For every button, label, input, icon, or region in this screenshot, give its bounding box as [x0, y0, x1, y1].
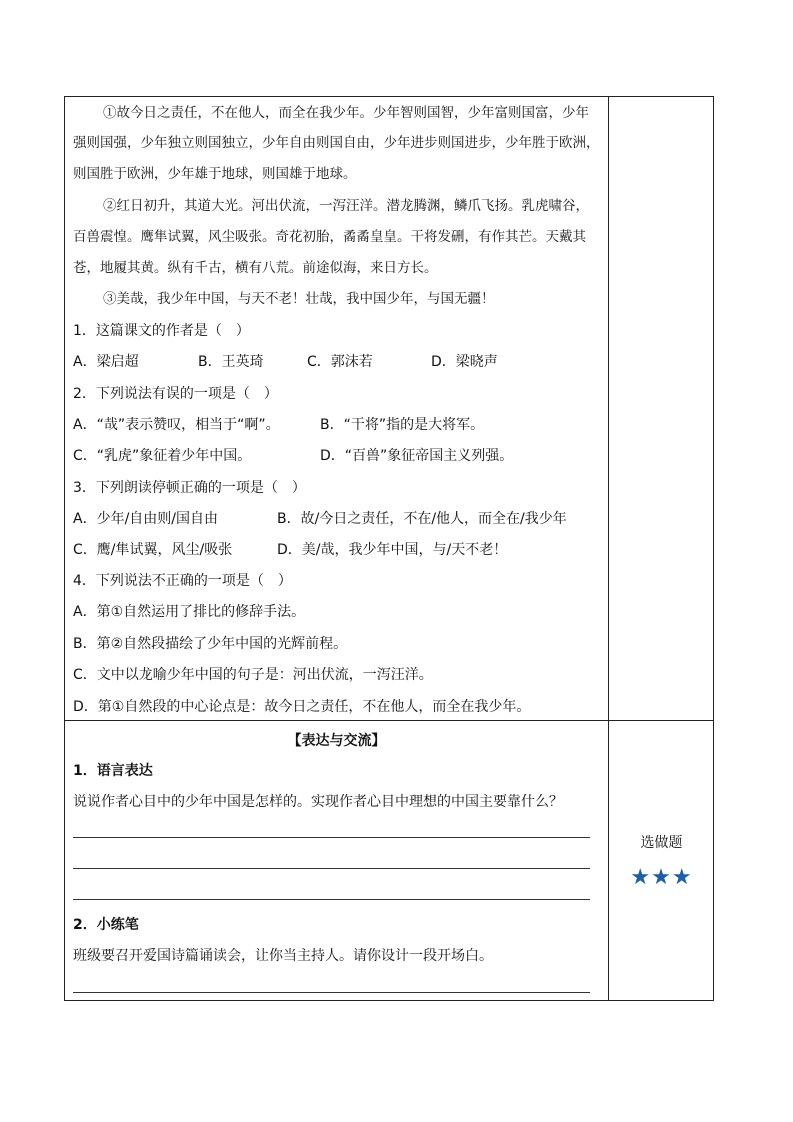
passage-p1-line2: 强则国强，少年独立则国独立，少年自由则国自由，少年进步则国进步，少年胜于欧洲， — [73, 135, 600, 151]
question-1-option-a: A．梁启超 — [73, 354, 139, 370]
part2-title: 2．小练笔 — [73, 917, 139, 933]
question-4-option-b: B．第②自然段描绘了少年中国的光辉前程。 — [73, 636, 348, 652]
passage-p1-line3: 则国胜于欧洲，少年雄于地球，则国雄于地球。 — [73, 166, 357, 182]
question-2-option-d: D．“百兽”象征帝国主义列强。 — [320, 448, 514, 464]
question-1-stem: 1．这篇课文的作者是（ ） — [73, 323, 250, 339]
optional-label: 选做题 — [640, 835, 683, 851]
question-3-option-c: C．鹰/隼试翼，风尘/吸张 — [73, 542, 233, 558]
question-4-option-d: D．第①自然段的中心论点是：故今日之责任，不在他人，而全在我少年。 — [73, 699, 531, 715]
row-divider — [65, 720, 713, 721]
part2-prompt: 班级要召开爱国诗篇诵读会，让你当主持人。请你设计一段开场白。 — [73, 948, 493, 964]
question-4-option-a: A．第①自然运用了排比的修辞手法。 — [73, 604, 306, 620]
exercise-table — [64, 96, 714, 1001]
answer-line-2[interactable] — [73, 868, 590, 869]
passage-p2-line3: 苍，地履其黄。纵有千古，横有八荒。前途似海，来日方长。 — [73, 260, 438, 276]
passage-p1-line1: ①故今日之责任，不在他人，而全在我少年。少年智则国智，少年富则国富，少年 — [103, 105, 589, 121]
question-4-stem: 4．下列说法不正确的一项是（ ） — [73, 573, 292, 589]
question-1-option-c: C．郭沫若 — [307, 354, 373, 370]
question-2-stem: 2．下列说法有误的一项是（ ） — [73, 386, 278, 402]
part1-title: 1．语言表达 — [73, 763, 153, 779]
passage-p3: ③美哉，我少年中国，与天不老！壮哉，我中国少年，与国无疆！ — [103, 291, 495, 307]
passage-p2-line1: ②红日初升，其道大光。河出伏流，一泻汪洋。潜龙腾渊，鳞爪飞扬。乳虎啸谷， — [103, 198, 589, 214]
question-2-option-a: A．“哉”表示赞叹，相当于“啊”。 — [73, 417, 280, 433]
question-3-stem: 3．下列朗读停顿正确的一项是（ ） — [73, 480, 306, 496]
question-4-option-c: C．文中以龙喻少年中国的句子是：河出伏流，一泻汪洋。 — [73, 667, 433, 683]
question-2-option-b: B．“干将”指的是大将军。 — [320, 417, 485, 433]
question-2-option-c: C．“乳虎”象征着少年中国。 — [73, 448, 252, 464]
passage-p2-line2: 百兽震惶。鹰隼试翼，风尘吸张。奇花初胎，矞矞皇皇。干将发硎，有作其芒。天戴其 — [73, 229, 586, 245]
section-title: 【表达与交流】 — [287, 733, 386, 749]
answer-line-4[interactable] — [73, 992, 590, 993]
question-1-option-b: B．王英琦 — [198, 354, 264, 370]
part1-prompt: 说说作者心目中的少年中国是怎样的。实现作者心目中理想的中国主要靠什么？ — [73, 794, 563, 810]
question-1-option-d: D．梁晓声 — [431, 354, 498, 370]
answer-line-3[interactable] — [73, 899, 590, 900]
answer-line-1[interactable] — [73, 837, 590, 838]
difficulty-stars-icon: ★★★ — [630, 865, 693, 890]
question-3-option-a: A．少年/自由则/国自由 — [73, 511, 219, 527]
question-3-option-b: B．故/今日之责任，不在/他人，而全在/我少年 — [277, 511, 567, 527]
question-3-option-d: D．美/哉，我少年中国，与/天不老！ — [277, 542, 508, 558]
